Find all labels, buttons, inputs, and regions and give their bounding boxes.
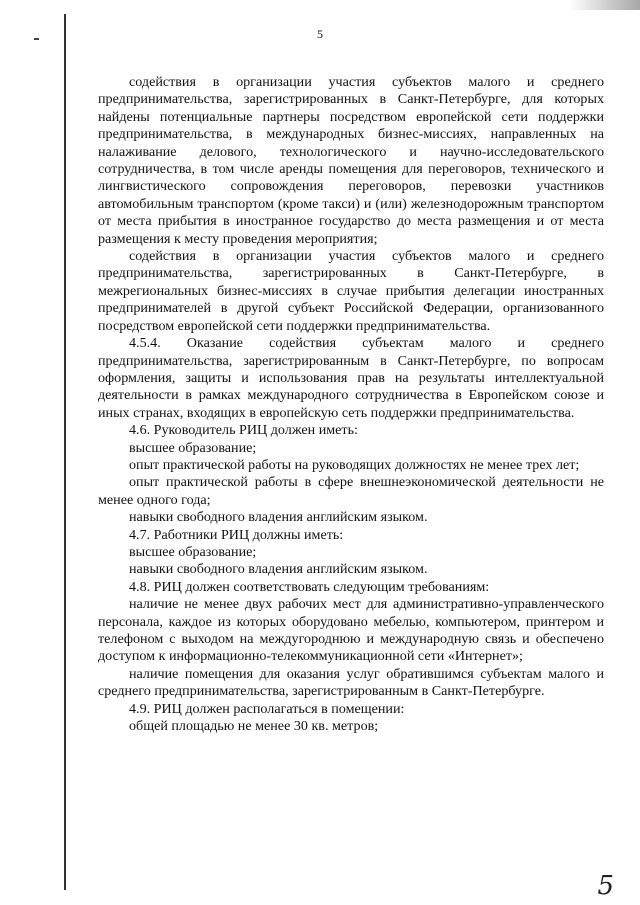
paragraph: содействия в организации участия субъектов малого и среднего предпринимательства, зарегистрированных в Санкт-Петербурге, для которых найдены потенциальные партнеры посредством европейской сети поддержки предпринимательства, в международных бизнес-миссиях, направленных на налаживание делового, технологического и научно-исследовательского сотрудничества, в том числе аренды помещения для переговоров, технического и лингвистического сопровождения переговоров, перевозки участников автомобильным транспортом (кроме такси) и (или) железнодорожным транспортом от места прибытия в иностранное государство до места размещения и от места размещения к месту проведения мероприятия; (98, 74, 604, 247)
page-number: 5 (317, 27, 323, 41)
paragraph: наличие помещения для оказания услуг обратившимся субъектам малого и среднего предпринимательства, зарегистрированным в Санкт-Петербурге. (98, 665, 604, 700)
paragraph: высшее образование; (129, 439, 257, 456)
paragraph: опыт практической работы в сфере внешнеэкономической деятельности не менее одного года; (98, 474, 604, 508)
paragraph: содействия в организации участия субъектов малого и среднего предпринимательства, зарегистрированных в Санкт-Петербурге, в межрегиональных бизнес-миссиях в случае прибытия делегации иностранных предпринимателей в другой субъект Российской Федерации, организованного посредством европейской сети поддержки предпринимательства. (98, 248, 604, 334)
paragraph: наличие не менее двух рабочих мест для административно-управленческого персонала, каждое из которых оборудовано мебелью, компьютером, принтером и телефоном с выходом на междугороднюю и международную связь и обеспечено доступом к информационно-телекоммуникационной сети «Интернет»; (98, 596, 604, 665)
paragraph: 4.5.4. Оказание содействия субъектам малого и среднего предпринимательства, зарегистрированным в Санкт-Петербурге, по вопросам оформления, защиты и использования прав на результаты интеллектуальной деятельности в рамках международного сотрудничества в Европейском союзе и иных странах, входящих в европейскую сеть поддержки предпринимательства. (98, 335, 604, 421)
paragraph: 4.6. Руководитель РИЦ должен иметь: (129, 422, 358, 439)
body-text (98, 74, 604, 735)
paragraph: опыт практической работы на руководящих должностях не менее трех лет; (129, 456, 580, 473)
scan-corner-shade (570, 0, 640, 10)
paragraph: общей площадью не менее 30 кв. метров; (129, 718, 379, 735)
paragraph: высшее образование; (129, 543, 257, 560)
handwritten-page-mark: 5 (597, 871, 614, 901)
paragraph: навыки свободного владения английским языком. (129, 509, 428, 526)
paragraph: навыки свободного владения английским языком. (129, 561, 428, 578)
paragraph: 4.9. РИЦ должен располагаться в помещении: (129, 700, 405, 717)
paragraph: 4.8. РИЦ должен соответствовать следующим требованиям: (129, 578, 490, 595)
scan-margin-line (64, 14, 66, 890)
paragraph: 4.7. Работники РИЦ должны иметь: (129, 526, 344, 543)
